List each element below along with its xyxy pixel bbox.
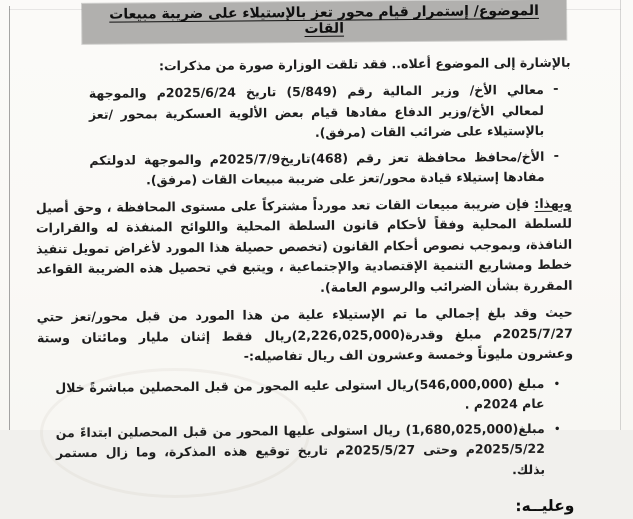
- detail-text: مبلغ (546,000,000)ريال استولى عليه المحور من قبل المحصلين مباشرةً خلال عام 2024م .: [55, 375, 545, 412]
- list-item: [56, 418, 563, 484]
- memo-text: معالي الأخ/ وزير المالية رقم (5/849) تاريخ 2025/6/24م والموجهة لمعالي الأخ/وزير الدفاع مفادها قيام بعض الألوية العسكرية بمحور /تعز بالإستيلاء على ضرائب القات (مرفق).: [88, 81, 545, 140]
- amount-details-list: [37, 373, 574, 484]
- dash-marker: -: [553, 81, 559, 97]
- subject-title: الموضوع/ إستمرار قيام محور تعز بالإستيلاء على ضريبة مبيعات القات: [109, 2, 540, 37]
- detail-text: مبلغ(1,680,025,000) ريال استولى عليها المحور من قبل المحصلين ابتداءً من 2025/5/22م وحتى 2025/5/27م تاريخ توقيع هذه المذكرة، وما زال مستمر بذلك.: [55, 420, 546, 477]
- closing-word: وعليــه:: [515, 496, 575, 516]
- legal-basis-paragraph: [36, 193, 573, 300]
- paragraph-body: فإن ضريبة مبيعات القات تعد مورداً مشتركاً على مستوى المحافظة ، وحق أصيل للسلطة المحلية وفقاً لأحكام قانون السلطة المحلية واللوائح المنفذة له والقرارات النافذة، وبموجب نصوص أحكام القانون (تخصص حصيلة هذا المورد لأغراض تمويل تنفيذ خطط ومشاريع التنمية الإقتصادية والإجتماعية ، ويتبع في تحصيل هذه الضريبة القواعد المقررة بشأن الضرائب والرسوم العامة).: [35, 195, 573, 295]
- list-item: [89, 80, 562, 146]
- page-frame-left-line: [9, 6, 10, 430]
- list-item: [89, 146, 561, 191]
- memo-text: الأخ/محافظ محافظة تعز رقم (468)تاريخ2025/7/9م والموجهة لدولتكم مفادها إستيلاء قيادة محور/تعز على ضريبة مبيعات القات (مرفق).: [89, 148, 545, 188]
- list-item: [55, 373, 561, 418]
- bullet-marker: •: [553, 421, 561, 436]
- bullet-marker: •: [553, 376, 561, 391]
- paragraph-lead: وبهذا:: [534, 195, 572, 211]
- subject-title-box: [82, 0, 566, 44]
- dash-marker: -: [553, 148, 560, 164]
- page-frame-right-line: [620, 0, 621, 430]
- total-amount-paragraph: حيث وقد بلغ إجمالي ما تم الإستيلاء علية من هذا المورد من قبل محور/تعز حتي 2025/7/27م مبلغ وقدرة(2,226,025,000)ريال فقط إثنان مليار ومائتان وستة وعشرون مليوناً وخمسة وعشرون الف ريال تفاصيله:-: [36, 304, 574, 364]
- intro-line: بالإشارة إلى الموضوع أعلاه.. فقد تلقت الوزارة صورة من مذكرات:: [158, 54, 571, 74]
- referenced-memos-list: [35, 80, 572, 192]
- memo-content: [34, 0, 574, 519]
